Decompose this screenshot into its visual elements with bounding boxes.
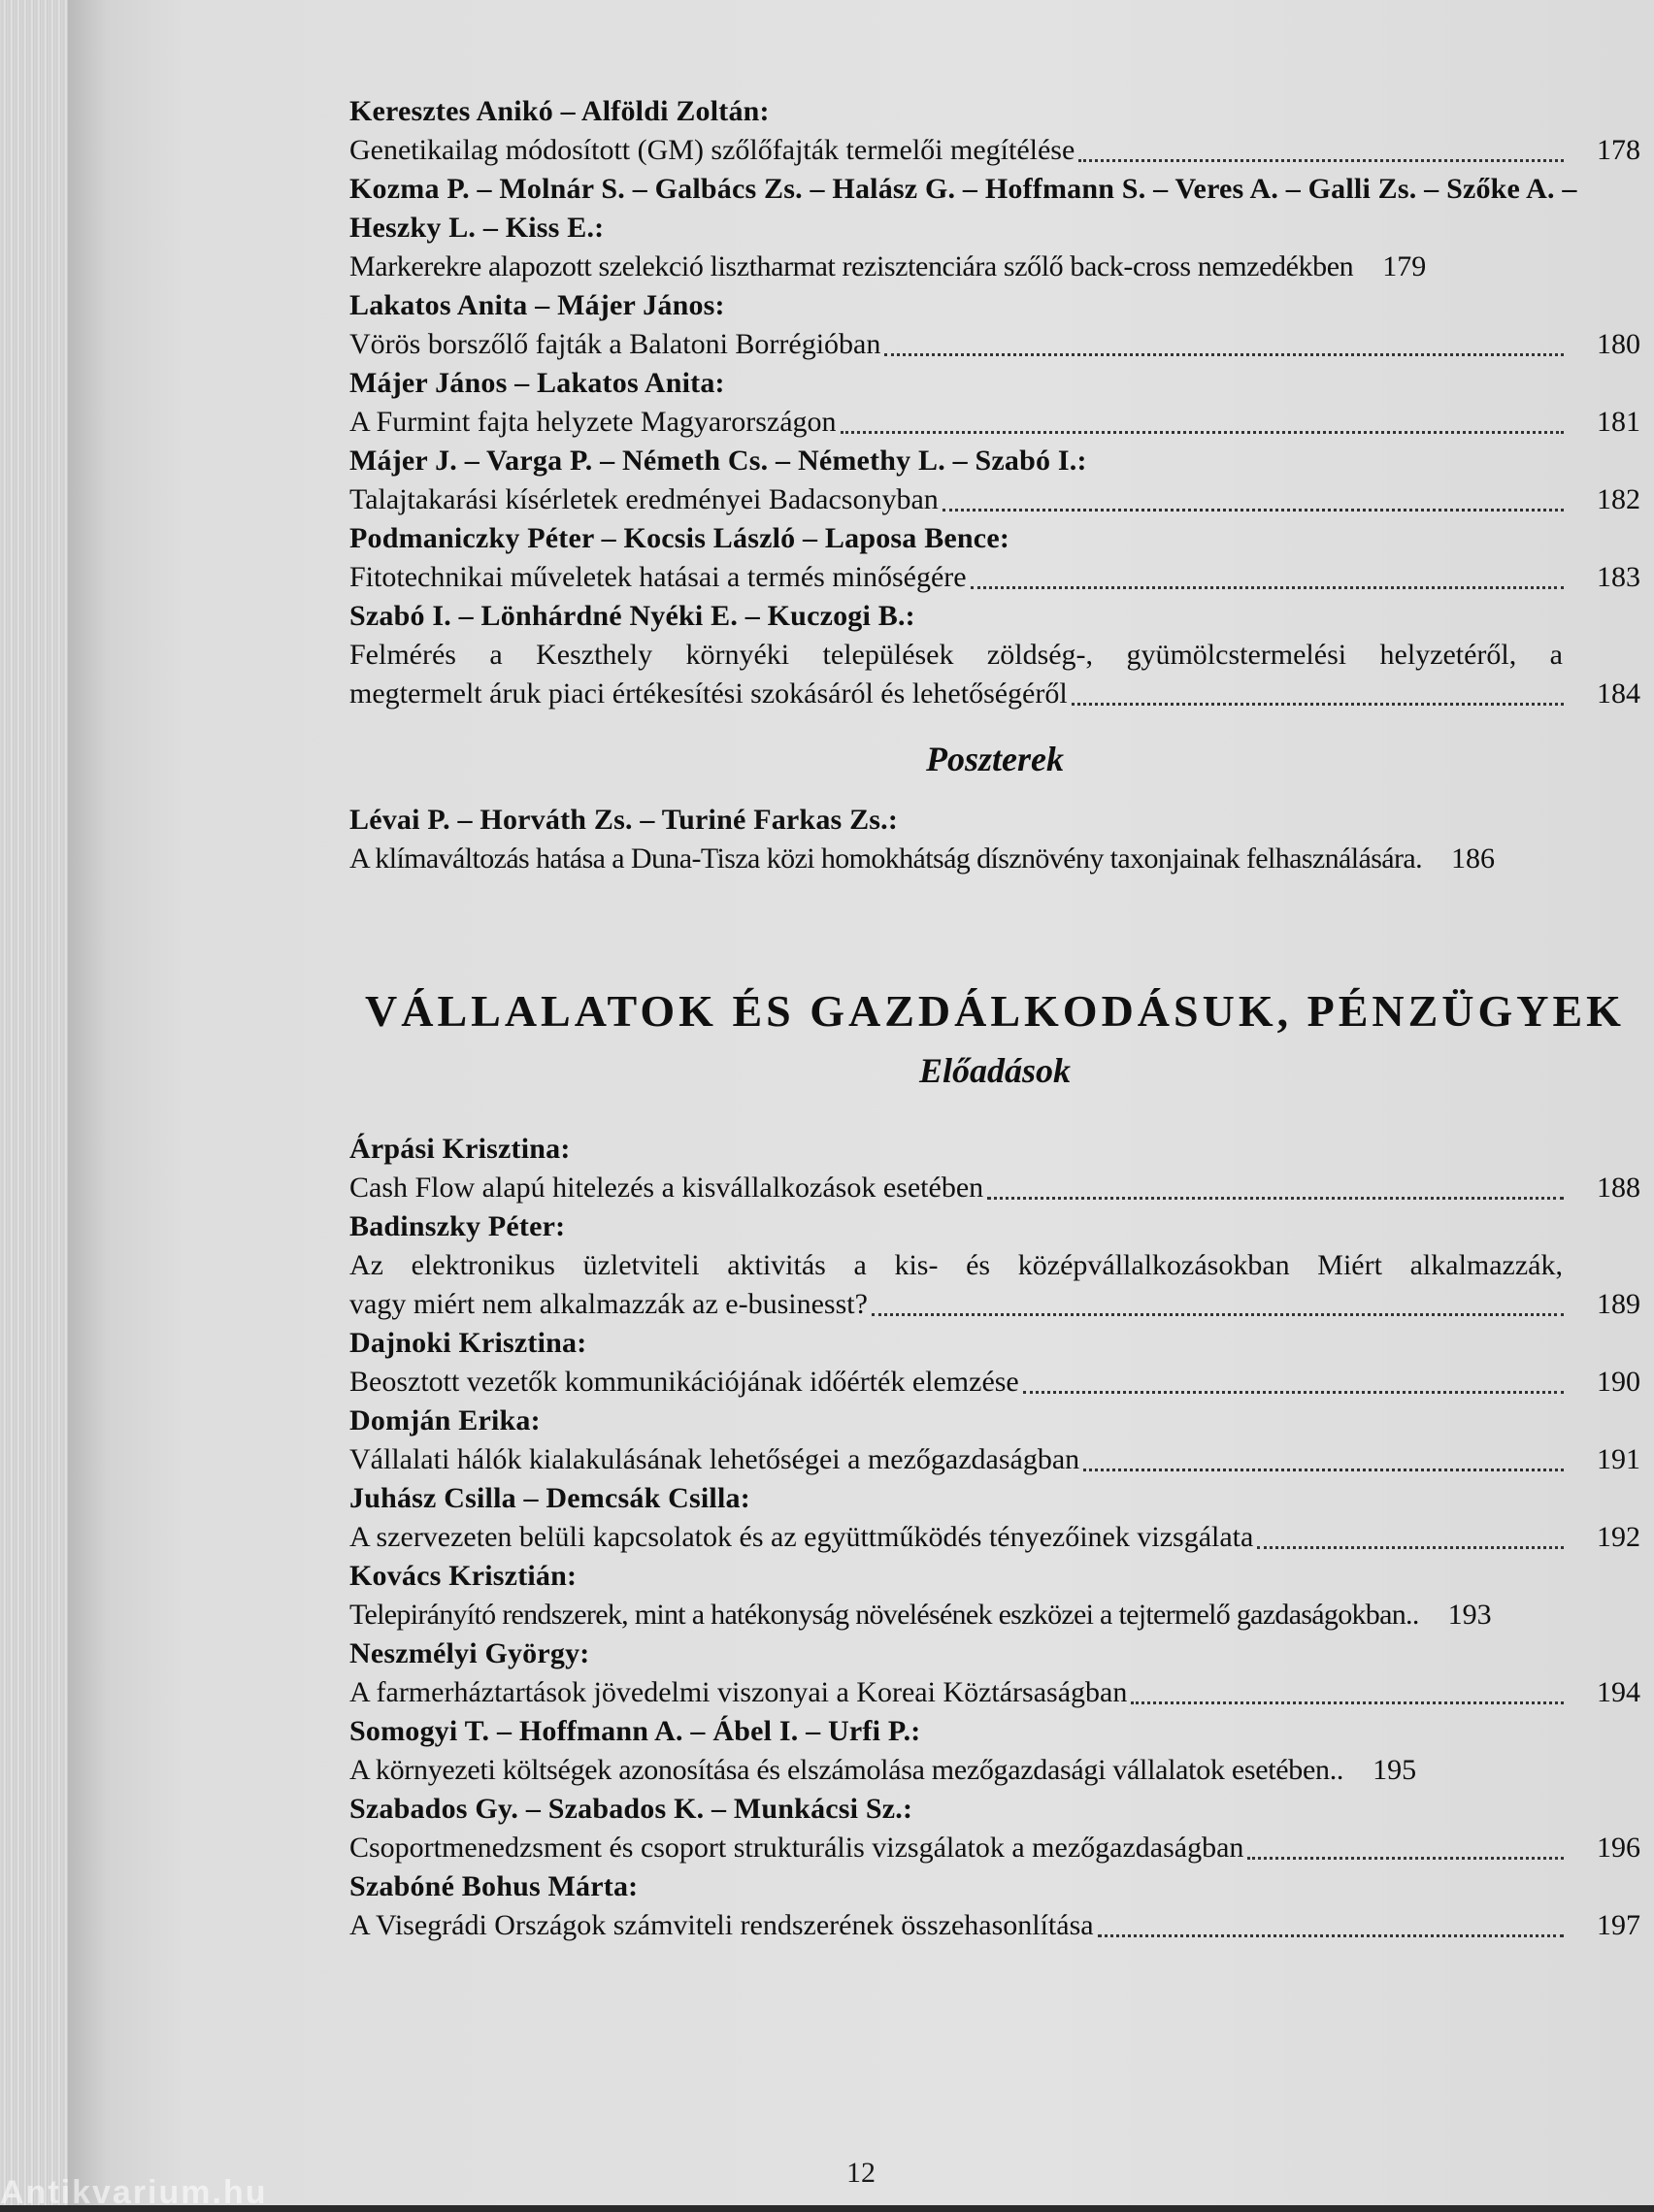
entry-title: Vállalati hálók kialakulásának lehetőségei a mezőgazdaságban (349, 1443, 1080, 1475)
lower-entry-list (349, 1130, 1640, 1945)
entry-title: A klímaváltozás hatása a Duna-Tisza közi homokhátság dísznövény taxonjainak felhasználására. (349, 842, 1423, 875)
entry-title-line (349, 1440, 1640, 1479)
leader-dots (841, 431, 1564, 434)
toc-entry (349, 1712, 1640, 1790)
leader-dots (884, 353, 1564, 356)
leader-dots (1098, 1934, 1564, 1937)
entry-page-number: 180 (1597, 328, 1640, 360)
upper-entry-list (349, 92, 1640, 713)
entry-title: Vörös borszőlő fajták a Balatoni Borrégióban (349, 328, 881, 360)
entry-title-line (349, 1751, 1640, 1790)
leader-dots (1257, 1546, 1564, 1549)
entry-title-line (349, 1363, 1640, 1402)
entry-authors: Juhász Csilla – Demcsák Csilla: (349, 1482, 750, 1514)
toc-entry (349, 1324, 1640, 1402)
leader-dots (1023, 1391, 1564, 1394)
page-number: 12 (846, 2157, 876, 2189)
entry-authors: Kovács Krisztián: (349, 1560, 578, 1592)
entry-title-line (349, 248, 1640, 286)
entry-authors: Árpási Krisztina: (349, 1133, 571, 1165)
toc-entry (349, 286, 1640, 364)
entry-authors: Badinszky Péter: (349, 1210, 566, 1242)
entry-page-number: 193 (1447, 1599, 1492, 1631)
entry-title-line (349, 675, 1640, 713)
leader-dots (987, 1197, 1564, 1200)
lectures-heading: Előadások (918, 1051, 1072, 1090)
entry-title: Talajtakarási kísérletek eredményei Badacsonyban (349, 483, 939, 515)
entry-page-number: 188 (1597, 1172, 1640, 1204)
entry-page-number: 194 (1597, 1676, 1640, 1708)
entry-title-line (349, 1169, 1640, 1207)
entry-title-line-1: Felmérés a Keszthely környéki települések zöldség-, gyümölcstermelési helyzetéről, a (349, 639, 1563, 671)
entry-title: Csoportmenedzsment és csoport strukturális vizsgálatok a mezőgazdaságban (349, 1832, 1244, 1864)
entry-page-number: 195 (1373, 1754, 1417, 1786)
entry-authors: Dajnoki Krisztina: (349, 1327, 587, 1359)
book-page (68, 0, 1654, 2205)
leader-dots (872, 1313, 1564, 1316)
entry-page-number: 190 (1597, 1366, 1640, 1398)
entry-authors: Neszmélyi György: (349, 1637, 590, 1669)
entry-title-line (349, 840, 1640, 878)
entry-title: Markerekre alapozott szelekció lisztharmat rezisztenciára szőlő back-cross nemzedékben (349, 250, 1354, 282)
entry-title-block (349, 1246, 1640, 1324)
entry-title: Genetikailag módosított (GM) szőlőfajták termelői megítélése (349, 134, 1075, 166)
leader-dots (1072, 703, 1564, 706)
entry-authors: Májer János – Lakatos Anita: (349, 367, 725, 399)
entry-authors: Kozma P. – Molnár S. – Galbács Zs. – Halász G. – Hoffmann S. – Veres A. – Galli Zs. – Szőke A. – Heszky L. – Kiss E.: (349, 173, 1577, 244)
entry-title-line-1: Az elektronikus üzletviteli aktivitás a kis- és középvállalkozásokban Miért alkalmazzák, (349, 1249, 1563, 1281)
watermark-text: Antikvarium.hu (0, 2174, 268, 2211)
entry-authors: Lévai P. – Horváth Zs. – Turiné Farkas Zs.: (349, 804, 899, 836)
entry-authors: Keresztes Anikó – Alföldi Zoltán: (349, 95, 770, 127)
toc-entry (349, 1130, 1640, 1207)
posters-heading: Poszterek (926, 740, 1064, 778)
entry-title: Cash Flow alapú hitelezés a kisvállalkozások esetében (349, 1172, 984, 1204)
section-heading: VÁLLALATOK ÉS GAZDÁLKODÁSUK, PÉNZÜGYEK (365, 986, 1625, 1036)
entry-title: Beosztott vezetők kommunikációjának időérték elemzése (349, 1366, 1019, 1398)
toc-entry (349, 170, 1640, 286)
entry-title: Telepirányító rendszerek, mint a hatékonyság növelésének eszközei a tejtermelő gazdaságokban.. (349, 1599, 1419, 1631)
entry-authors: Szabó I. – Lönhárdné Nyéki E. – Kuczogi B.: (349, 600, 915, 632)
toc-entry (349, 442, 1640, 519)
leader-dots (971, 586, 1564, 589)
toc-entry (349, 1634, 1640, 1712)
entry-title-line-2: vagy miért nem alkalmazzák az e-businesst? (349, 1288, 868, 1320)
entry-authors: Májer J. – Varga P. – Németh Cs. – Némethy L. – Szabó I.: (349, 445, 1087, 477)
leader-dots (1078, 159, 1564, 162)
entry-title-line (349, 1673, 1640, 1712)
entry-title: A szervezeten belüli kapcsolatok és az együttműködés tényezőinek vizsgálata (349, 1521, 1254, 1553)
leader-dots (1083, 1469, 1564, 1471)
toc-entry (349, 519, 1640, 597)
entry-title: A farmerháztartások jövedelmi viszonyai a Koreai Köztársaságban (349, 1676, 1128, 1708)
toc-entry (349, 1479, 1640, 1557)
entry-page-number: 191 (1597, 1443, 1640, 1475)
toc-entry (349, 1402, 1640, 1479)
entry-title-line-2: megtermelt áruk piaci értékesítési szokásáról és lehetőségéről (349, 677, 1068, 710)
entry-page-number: 183 (1597, 561, 1640, 593)
toc-entry (349, 1207, 1640, 1324)
entry-title: Fitotechnikai műveletek hatásai a termés minőségére (349, 561, 967, 593)
leader-dots (943, 509, 1564, 512)
entry-title-line (349, 1829, 1640, 1867)
table-of-contents (349, 92, 1640, 1945)
entry-title-line (349, 1285, 1640, 1324)
toc-entry (349, 92, 1640, 170)
leader-dots (1131, 1701, 1564, 1704)
entry-title-line (349, 558, 1640, 597)
toc-entry (349, 1557, 1640, 1634)
entry-title-line (349, 131, 1640, 170)
entry-title-line (349, 1906, 1640, 1945)
entry-title-line (349, 480, 1640, 519)
entry-page-number: 181 (1597, 406, 1640, 438)
entry-authors: Podmaniczky Péter – Kocsis László – Laposa Bence: (349, 522, 1010, 554)
entry-page-number: 178 (1597, 134, 1640, 166)
entry-authors: Lakatos Anita – Májer János: (349, 289, 725, 321)
toc-entry (349, 364, 1640, 442)
entry-title-line (349, 1518, 1640, 1557)
entry-title-block (349, 636, 1640, 713)
entry-page-number: 192 (1597, 1521, 1640, 1553)
entry-title: A Furmint fajta helyzete Magyarországon (349, 406, 837, 438)
entry-page-number: 189 (1597, 1288, 1640, 1320)
entry-page-number: 182 (1597, 483, 1640, 515)
toc-entry (349, 1867, 1640, 1945)
entry-authors: Szabóné Bohus Márta: (349, 1870, 639, 1902)
entry-page-number: 186 (1451, 842, 1496, 875)
leader-dots (1247, 1857, 1564, 1860)
toc-entry (349, 1790, 1640, 1867)
entry-title: A környezeti költségek azonosítása és elszámolása mezőgazdasági vállalatok esetében.. (349, 1754, 1344, 1786)
entry-page-number: 196 (1597, 1832, 1640, 1864)
entry-title-line (349, 403, 1640, 442)
toc-entry (349, 597, 1640, 713)
entry-title: A Visegrádi Országok számviteli rendszerének összehasonlítása (349, 1909, 1094, 1941)
entry-title-line (349, 325, 1640, 364)
entry-authors: Szabados Gy. – Szabados K. – Munkácsi Sz.: (349, 1793, 913, 1825)
entry-authors: Somogyi T. – Hoffmann A. – Ábel I. – Urfi P.: (349, 1715, 921, 1747)
poster-entry (349, 801, 1640, 878)
entry-authors: Domján Erika: (349, 1404, 541, 1436)
entry-title-line (349, 1596, 1640, 1634)
entry-page-number: 197 (1597, 1909, 1640, 1941)
page-stack-edges (0, 0, 68, 2205)
entry-page-number: 184 (1597, 677, 1640, 710)
entry-page-number: 179 (1382, 250, 1427, 282)
